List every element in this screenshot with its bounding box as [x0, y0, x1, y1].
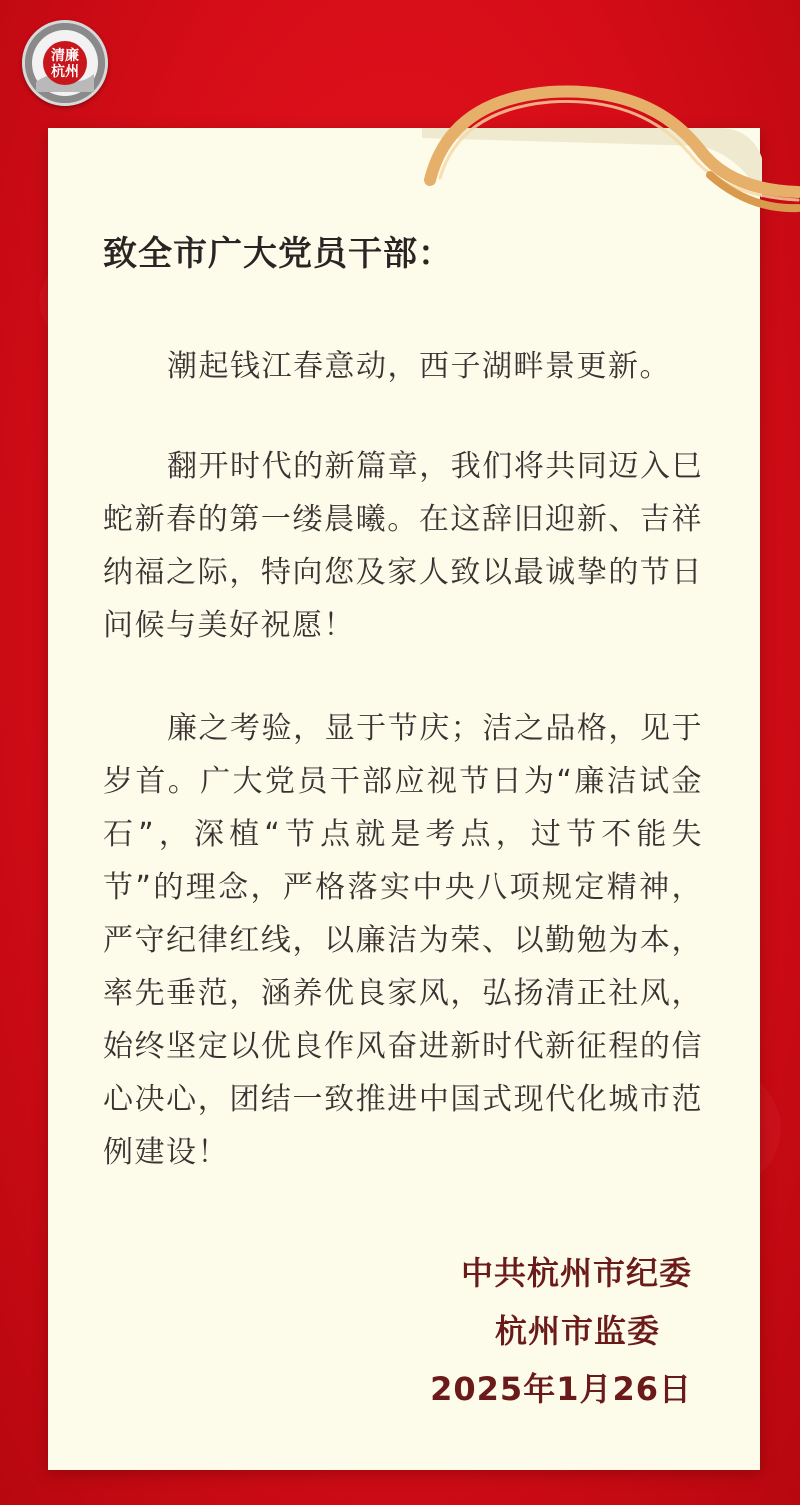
logo-emblem-icon [22, 20, 108, 106]
logo-text-line1: 清廉 [51, 48, 79, 64]
paper-curl-icon [422, 118, 762, 198]
signature-org-2: 杭州市监委 [494, 1312, 660, 1350]
letter-paragraph-1: 潮起钱江春意动，西子湖畔景更新。 [167, 349, 671, 384]
signature-date: 2025年1月26日 [430, 1370, 692, 1408]
signature-org-1: 中共杭州市纪委 [460, 1254, 692, 1292]
logo-text-line2: 杭州 [51, 64, 79, 80]
letter-paragraph-3: 廉之考验，显于节庆；洁之品格，见于岁首。广大党员干部应视节日为“廉洁试金石”，深植“节点就是考点，过节不能失节”的理念，严格落实中央八项规定精神，严守纪律红线，以廉洁为荣、以勤勉为本，率先垂范，涵养优良家风，弘扬清正社风，始终坚定以优良作风奋进新时代新征程的信心决心，团结一致推进中国式现代化城市范例建设！ [103, 711, 703, 1170]
letter-greeting: 致全市广大党员干部： [103, 234, 453, 274]
letter-paragraph-2: 翻开时代的新篇章，我们将共同迈入巳蛇新春的第一缕晨曦。在这辞旧迎新、吉祥纳福之际，特向您及家人致以最诚挚的节日问候与美好祝愿！ [103, 449, 703, 643]
qinglian-hangzhou-logo [22, 20, 108, 106]
